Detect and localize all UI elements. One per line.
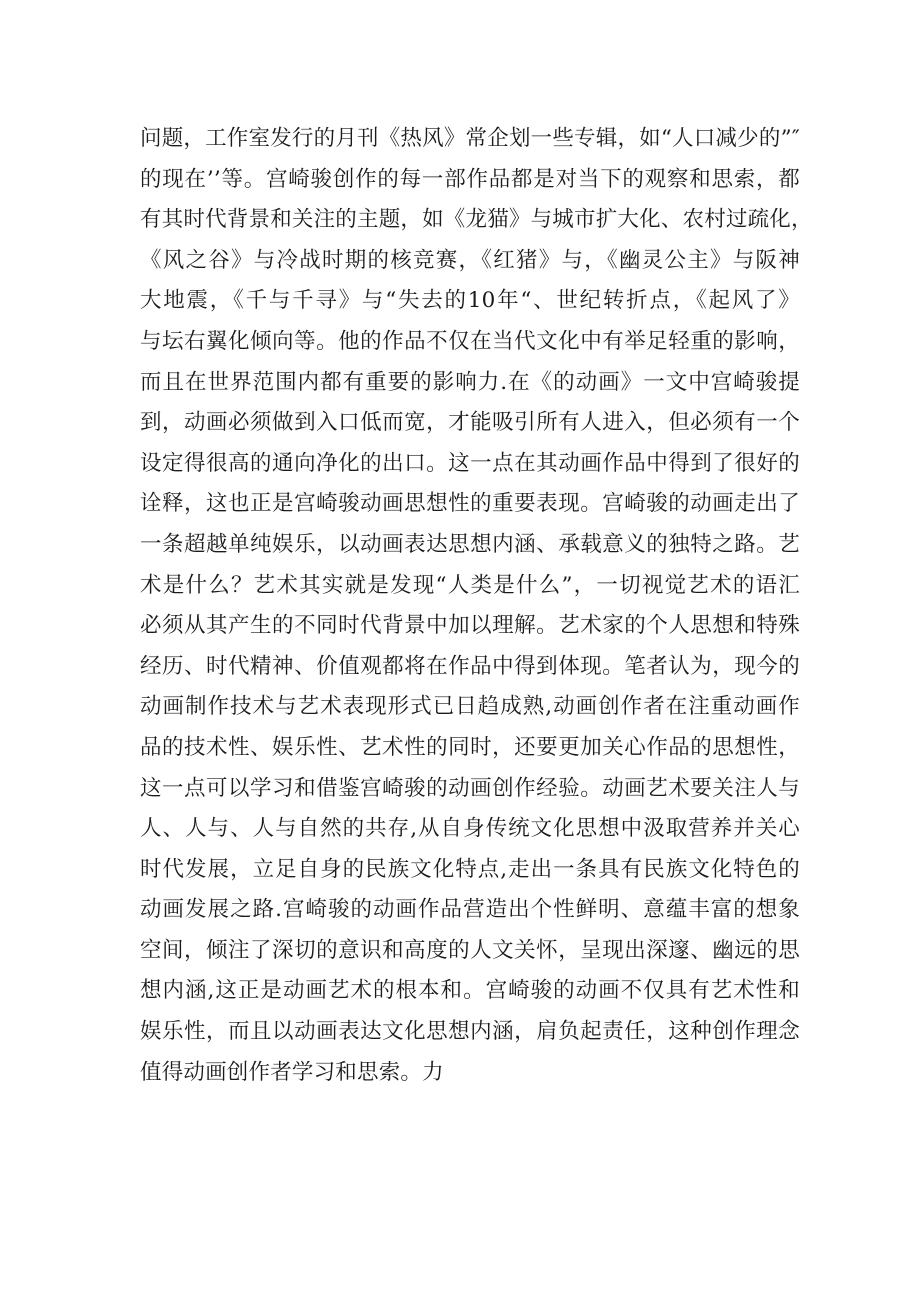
text-line: 动画发展之路.宫崎骏的动画作品营造出个性鲜明、意蕴丰富的想象 [140, 897, 800, 923]
body-paragraph [140, 119, 813, 1093]
text-line: 经历、时代精神、价值观都将在作品中得到体现。笔者认为，现今的 [140, 653, 800, 679]
text-line: 诠释，这也正是宫崎骏动画思想性的重要表现。宫崎骏的动画走出了 [140, 491, 800, 517]
text-line: 大地震，《千与千寻》与“失去的10年“、世纪转折点，《起风了》 [140, 288, 800, 314]
text-line: 想内涵,这正是动画艺术的根本和。宫崎骏的动画不仅具有艺术性和 [140, 978, 800, 1004]
text-line: 动画制作技术与艺术表现形式已日趋成熟,动画创作者在注重动画作 [140, 694, 800, 720]
text-line: 人、人与、人与自然的共存,从自身传统文化思想中汲取营养并关心 [140, 816, 800, 842]
text-line: 有其时代背景和关注的主题，如《龙猫》与城市扩大化、农村过疏化， [140, 207, 813, 233]
text-line: 术是什么？艺术其实就是发现“人类是什么”，一切视觉艺术的语汇 [140, 572, 800, 598]
text-line: 而且在世界范围内都有重要的影响力.在《的动画》一文中宫崎骏提 [140, 369, 800, 395]
text-line: 问题，工作室发行的月刊《热风》常企划一些专辑，如“人口减少的”″ [140, 126, 800, 151]
text-line: 娱乐性，而且以动画表达文化思想内涵，肩负起责任，这种创作理念 [140, 1019, 800, 1045]
text-line: 《风之谷》与冷战时期的核竞赛，《红猪》与，《幽灵公主》与阪神 [140, 247, 800, 273]
text-line: 到，动画必须做到入口低而宽，才能吸引所有人进入，但必须有一个 [140, 410, 800, 436]
text-line: 值得动画创作者学习和思索。力 [140, 1059, 444, 1085]
text-line: 这一点可以学习和借鉴宫崎骏的动画创作经验。动画艺术要关注人与 [140, 775, 800, 801]
text-line: 一条超越单纯娱乐，以动画表达思想内涵、承载意义的独特之路。艺 [140, 531, 800, 557]
text-line: 与坛右翼化倾向等。他的作品不仅在当代文化中有举足轻重的影响， [140, 328, 800, 354]
text-line: 空间，倾注了深切的意识和高度的人文关怀，呈现出深邃、幽远的思 [140, 937, 800, 963]
text-line: 品的技术性、娱乐性、艺术性的同时，还要更加关心作品的思想性， [140, 734, 800, 760]
text-line: 的现在’’等。宫崎骏创作的每一部作品都是对当下的观察和思索，都 [140, 166, 800, 192]
text-line: 必须从其产生的不同时代背景中加以理解。艺术家的个人思想和特殊 [140, 613, 800, 639]
text-line: 时代发展，立足自身的民族文化特点,走出一条具有民族文化特色的 [140, 856, 800, 882]
text-line: 设定得很高的通向净化的出口。这一点在其动画作品中得到了很好的 [140, 450, 800, 476]
